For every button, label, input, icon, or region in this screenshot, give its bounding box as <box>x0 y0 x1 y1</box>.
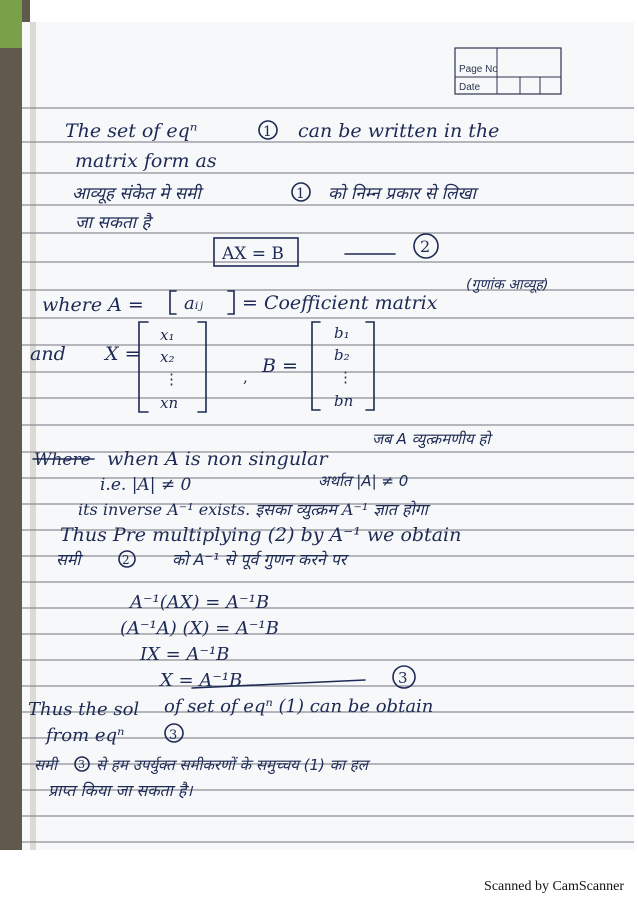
step-4: X = A⁻¹B <box>160 670 243 691</box>
eq-ref-2: 2 <box>122 553 130 567</box>
line-2-text: matrix form as <box>75 150 217 172</box>
eq-number-3: 3 <box>398 669 408 687</box>
eq-ref-3b: 3 <box>78 758 85 771</box>
line-16-text: Thus the sol <box>28 699 140 720</box>
coefficient-matrix-text: = Coefficient matrix <box>242 292 438 314</box>
b-equals: B = <box>262 355 298 377</box>
page-no-label: Page No <box>459 64 498 75</box>
x-equals: X = <box>105 343 141 365</box>
line-18-hindi: समी <box>34 756 57 774</box>
line-7-text: when A is non singular <box>107 448 328 470</box>
arthat-determinant: अर्थात |A| ≠ 0 <box>318 472 409 490</box>
step-1: A⁻¹(AX) = A⁻¹B <box>130 592 270 613</box>
where-a-label: where A = <box>42 294 144 316</box>
date-label: Date <box>459 82 481 93</box>
line-3-hindi-continued: को निम्न प्रकार से लिखा <box>328 184 476 204</box>
line-4-hindi: जा सकता है <box>75 213 151 233</box>
x2-entry: x₂ <box>160 348 175 366</box>
line-16-continued: of set of eqⁿ (1) can be obtain <box>164 696 434 717</box>
and-label: and <box>30 343 66 365</box>
line-9-text: its inverse A⁻¹ exists. इसका व्युत्क्रम A⁻¹ ज्ञात होगा <box>78 500 428 519</box>
line-18-hindi-continued: से हम उपर्युक्त समीकरणों के समुच्चय (1) का हल <box>96 756 368 774</box>
line-7-hindi: जब A व्युत्क्रमणीय हो <box>372 430 491 448</box>
line-11-hindi: समी <box>56 550 81 569</box>
equation-ax-b: AX = B <box>222 244 284 264</box>
x1-entry: x₁ <box>160 326 175 344</box>
line-10-text: Thus Pre multiplying (2) by A⁻¹ we obtain <box>60 524 462 546</box>
comma-mark: , <box>243 368 248 386</box>
step-2: (A⁻¹A) (X) = A⁻¹B <box>120 618 279 639</box>
x-vdots: ⋮ <box>164 370 179 388</box>
coefficient-matrix-hindi: (गुणांक आव्यूह) <box>466 277 549 293</box>
eq-ref-1b: 1 <box>296 186 305 202</box>
line-11-hindi-continued: को A⁻¹ से पूर्व गुणन करने पर <box>172 550 347 569</box>
bn-entry: bn <box>334 392 354 410</box>
eq-ref-1: 1 <box>263 124 272 140</box>
eq-number-2: 2 <box>420 237 431 256</box>
line-1-text: The set of eqⁿ <box>65 120 198 142</box>
line-17-text: from eqⁿ <box>46 725 125 746</box>
xn-entry: xn <box>160 394 179 412</box>
line-1-continued: can be written in the <box>298 120 500 142</box>
b1-entry: b₁ <box>334 324 350 342</box>
struck-where: Where <box>34 450 91 470</box>
ie-determinant: i.e. |A| ≠ 0 <box>100 475 192 495</box>
b2-entry: b₂ <box>334 346 350 364</box>
b-vdots: ⋮ <box>338 368 353 386</box>
line-3-hindi: आव्यूह संकेत मे समी <box>72 184 201 204</box>
line-19-hindi: प्राप्त किया जा सकता है। <box>48 781 193 800</box>
aij-element: aᵢⱼ <box>184 293 204 314</box>
eq-ref-3: 3 <box>169 728 178 743</box>
scanner-watermark: Scanned by CamScanner <box>484 879 624 894</box>
step-3: IX = A⁻¹B <box>140 644 230 665</box>
